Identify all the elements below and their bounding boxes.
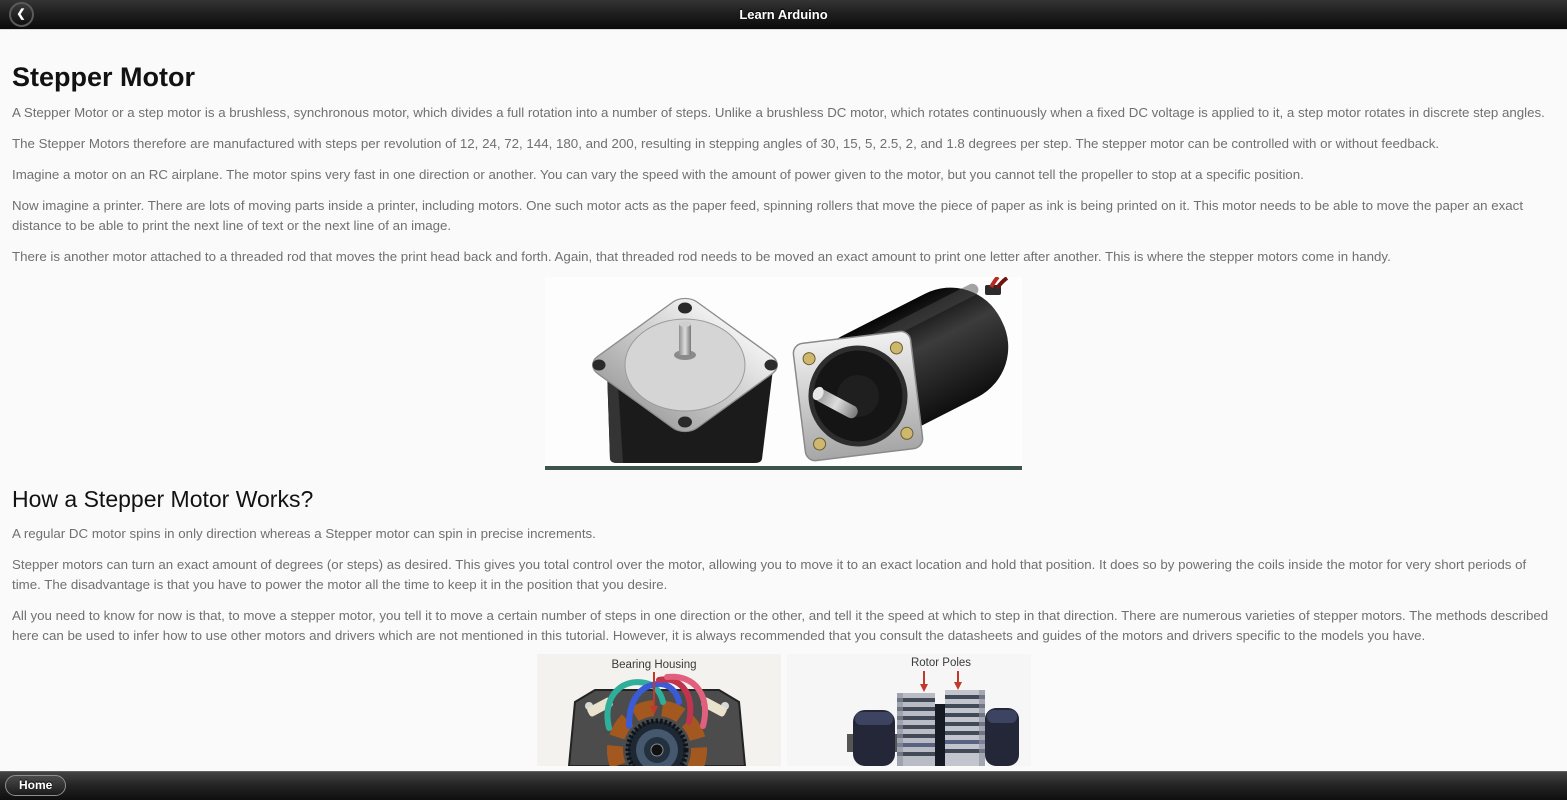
paragraph: All you need to know for now is that, to move a stepper motor, you tell it to move a certain number of steps in one direction or the other, and tell it the speed at which to step in that direction. There are numerous varieties of stepper motors. The methods described here can be used to infer how to use other motors and drivers which are not mentioned in this tutorial. However, it is always recommended that you consult the datasheets and guides of the motors and drivers specific to the models you have. bbox=[12, 608, 1549, 643]
rotor-poles-label: Rotor Poles bbox=[910, 657, 971, 669]
section-title: How a Stepper Motor Works? bbox=[12, 486, 314, 512]
stepper-motor-photo-illustration bbox=[545, 277, 1022, 470]
stepper-motor-photos bbox=[545, 277, 1022, 470]
paragraph: Now imagine a printer. There are lots of moving parts inside a printer, including motors. One such motor acts as the paper feed, spinning rollers that move the piece of paper as ink is being printed on it. This motor needs to be able to move the paper an exact distance to be able to print the next line of text or the next line of an image. bbox=[12, 198, 1524, 233]
paragraph: Stepper motors can turn an exact amount of degrees (or steps) as desired. This gives you total control over the motor, allowing you to move it to an exact location and hold that position. It does so by powering the coils inside the motor for very short periods of time. The disadvantage is that you have to power the motor all the time to keep it in the position that you desire. bbox=[12, 557, 1527, 592]
page-title: Stepper Motor bbox=[12, 62, 196, 92]
rotor-gear-right bbox=[945, 690, 985, 766]
top-app-bar bbox=[0, 0, 1567, 30]
rotor-gear-left bbox=[897, 693, 935, 766]
paragraph: There is another motor attached to a threaded rod that moves the print head back and forth. Again, that threaded rod needs to be moved an exact amount to print one letter after another. This is where the stepper motors come in handy. bbox=[12, 249, 1391, 264]
paragraph: Imagine a motor on an RC airplane. The motor spins very fast in one direction or another. You can vary the speed with the amount of power given to the motor, but you cannot tell the propeller to stop at a specific position. bbox=[12, 167, 1304, 182]
bottom-bar bbox=[0, 771, 1567, 800]
stepper-motor-internals-photos bbox=[537, 654, 1031, 766]
photo-divider-line bbox=[545, 466, 1022, 470]
chevron-left-icon: ❮ bbox=[16, 8, 26, 20]
app-title: Learn Arduino bbox=[739, 7, 828, 22]
bearing-housing-label: Bearing Housing bbox=[610, 659, 697, 671]
article-content bbox=[0, 31, 1567, 771]
paragraph: A Stepper Motor or a step motor is a brushless, synchronous motor, which divides a full rotation into a number of steps. Unlike a brushless DC motor, which rotates continuously when a fixed DC voltage is applied to it, a step motor rotates in discrete step angles. bbox=[12, 105, 1545, 120]
home-button[interactable]: Home bbox=[5, 775, 66, 796]
paragraph: The Stepper Motors therefore are manufactured with steps per revolution of 12, 24, 72, 144, 180, and 200, resulting in stepping angles of 30, 15, 5, 2.5, 2, and 1.8 degrees per step. The stepper motor can be controlled with or without feedback. bbox=[12, 136, 1440, 151]
back-button[interactable] bbox=[9, 2, 34, 27]
motor-internals-illustration bbox=[537, 654, 1031, 766]
paragraph: A regular DC motor spins in only direction whereas a Stepper motor can spin in precise increments. bbox=[12, 526, 596, 541]
